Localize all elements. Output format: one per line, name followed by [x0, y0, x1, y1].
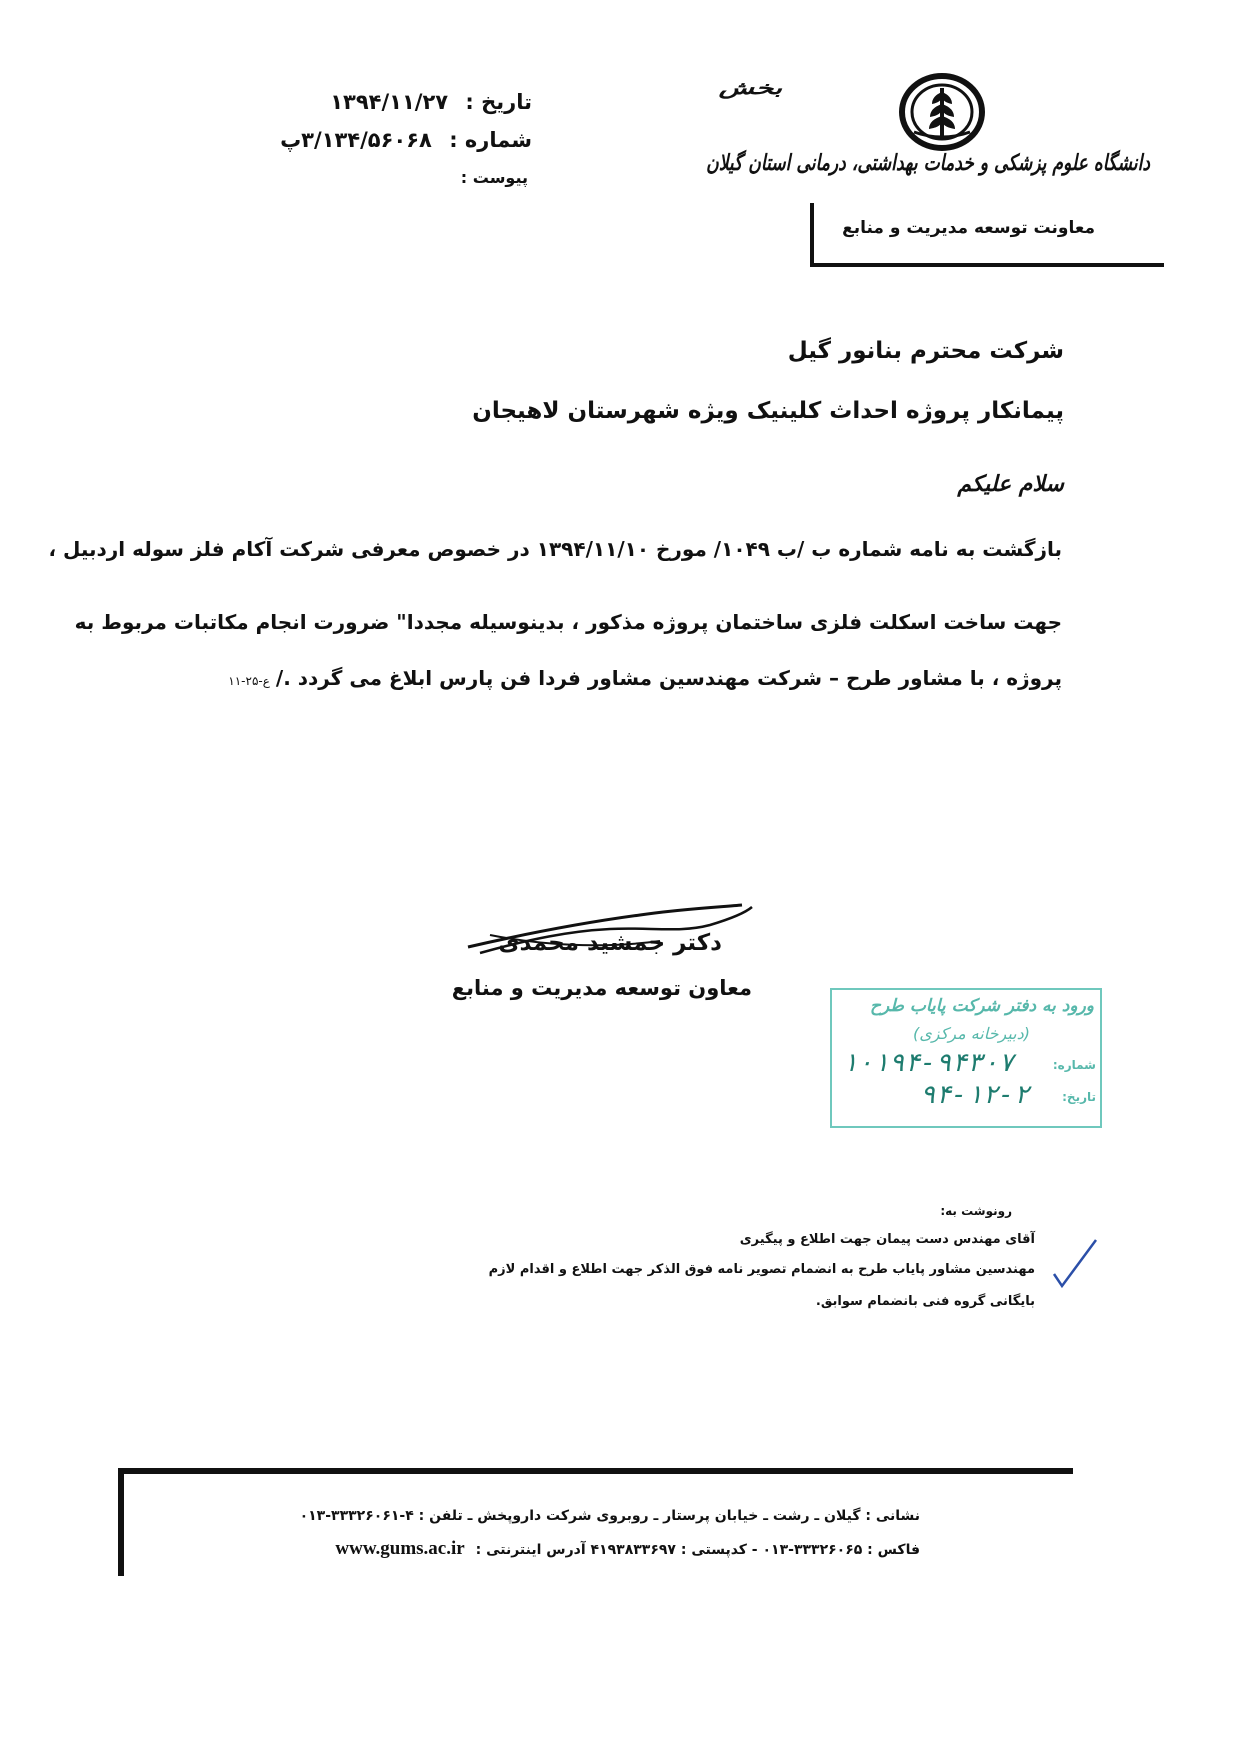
greeting: سلام علیکم — [957, 472, 1064, 497]
recipient-company: شرکت محترم بنانور گیل — [787, 338, 1064, 364]
letter-date — [330, 90, 532, 114]
stamp-number-value: ۱۰۱۹۴-۹۴۳۰۷ — [842, 1048, 1015, 1078]
stamp-line-1: ورود به دفتر شرکت پایاب طرح — [870, 996, 1094, 1016]
footer-bar-side — [118, 1468, 124, 1576]
logo-word: بخش — [718, 78, 782, 99]
cc-item: مهندسین مشاور پایاب طرح به انضمام تصویر نامه فوق الذکر جهت اطلاع و اقدام لازم — [488, 1262, 1035, 1277]
university-logo — [880, 70, 1000, 154]
date-value: ۱۳۹۴/۱۱/۲۷ — [330, 90, 449, 114]
cc-item: آقای مهندس دست پیمان جهت اطلاع و پیگیری — [739, 1232, 1035, 1247]
body-line-3 — [228, 666, 1062, 690]
attachment-label: پیوست : — [460, 168, 528, 187]
department-title: معاونت توسعه مدیریت و منابع — [842, 218, 1095, 238]
signer-name: دکتر جمشید محمدی — [498, 930, 722, 956]
university-name: دانشگاه علوم پزشکی و خدمات بهداشتی، درمانی استان گیلان — [706, 150, 1150, 176]
number-value: ۳/۱۳۴/۵۶۰۶۸پ — [280, 128, 432, 152]
body-line-3-text: پروژه ، با مشاور طرح – شرکت مهندسین مشاور فردا فن پارس ابلاغ می گردد ./ — [275, 666, 1062, 690]
check-mark-icon — [1050, 1236, 1100, 1292]
body-line-1: بازگشت به نامه شماره ب /ب ۱۰۴۹/ مورخ ۱۳۹۴/۱۱/۱۰ در خصوص معرفی شرکت آکام فلز سوله اردبیل ، — [48, 537, 1062, 561]
signer-title: معاون توسعه مدیریت و منابع — [451, 976, 752, 1000]
footer-address: نشانی : گیلان ـ رشت ـ خیابان پرستار ـ روبروی شرکت داروپخش ـ تلفن : ۴-۳۳۳۲۶۰۶۱-۰۱۳ — [299, 1508, 920, 1524]
stamp-date-label: تاریخ: — [1062, 1090, 1096, 1104]
received-stamp — [830, 988, 1102, 1128]
body-line-2: جهت ساخت اسکلت فلزی ساختمان پروژه مذکور ، بدینوسیله مجددا" ضرورت انجام مکاتبات مربوط به — [74, 610, 1062, 634]
stamp-date-value: ۹۴-۱۲-۲ — [920, 1080, 1030, 1110]
footer-contact — [335, 1538, 920, 1560]
number-label: شماره : — [449, 128, 532, 152]
letter-number — [280, 128, 532, 152]
date-label: تاریخ : — [465, 90, 532, 114]
footer-website: www.gums.ac.ir — [335, 1538, 465, 1559]
stamp-line-2: (دبیرخانه مرکزی) — [913, 1024, 1030, 1043]
footer-bar-top — [118, 1468, 1073, 1474]
body-ref-code: ع-۲۵-۱۱ — [228, 674, 270, 688]
cc-title: رونوشت به: — [940, 1204, 1012, 1218]
cc-item: بایگانی گروه فنی بانضمام سوابق. — [815, 1294, 1035, 1309]
recipient-role: پیمانکار پروژه احداث کلینیک ویژه شهرستان لاهیجان — [472, 398, 1064, 424]
stamp-number-label: شماره: — [1052, 1058, 1096, 1072]
footer-fax-postal: فاکس : ۳۳۳۲۶۰۶۵-۰۱۳ - کدپستی : ۴۱۹۳۸۳۳۶۹۷ آدرس اینترنتی : — [475, 1542, 920, 1558]
